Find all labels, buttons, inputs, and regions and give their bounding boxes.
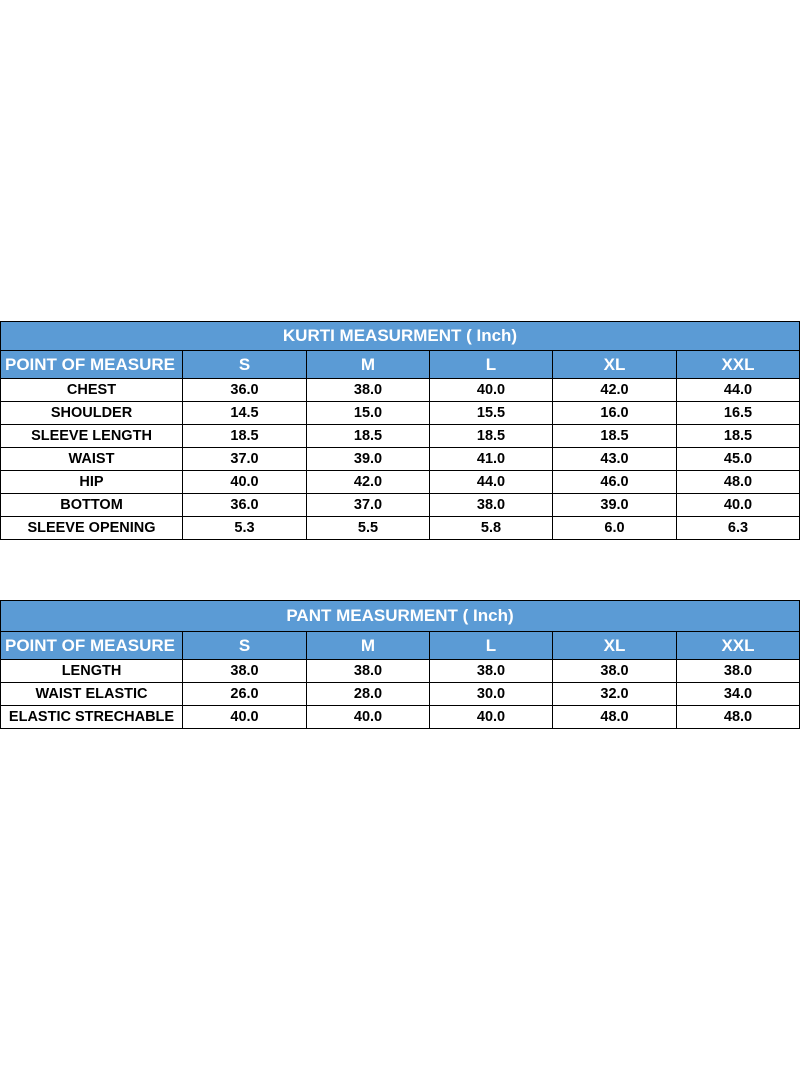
measure-value: 26.0	[183, 683, 307, 706]
measure-value: 38.0	[677, 660, 800, 683]
table-row	[1, 448, 800, 471]
measure-value: 5.5	[307, 517, 430, 540]
measure-value: 37.0	[183, 448, 307, 471]
measure-value: 5.8	[430, 517, 553, 540]
kurti-measurement-table	[0, 321, 800, 540]
measure-value: 36.0	[183, 494, 307, 517]
measure-value: 5.3	[183, 517, 307, 540]
kurti-header-point-of-measure: POINT OF MEASURE	[1, 351, 183, 379]
table-row	[1, 425, 800, 448]
pant-table-body	[1, 601, 800, 729]
measure-value: 36.0	[183, 379, 307, 402]
pant-header-l: L	[430, 632, 553, 660]
pant-title: PANT MEASURMENT ( Inch)	[1, 601, 800, 632]
measure-label: WAIST	[1, 448, 183, 471]
measure-value: 18.5	[553, 425, 677, 448]
measure-value: 38.0	[307, 379, 430, 402]
measure-value: 18.5	[183, 425, 307, 448]
measure-value: 38.0	[307, 660, 430, 683]
measure-value: 37.0	[307, 494, 430, 517]
measure-label: BOTTOM	[1, 494, 183, 517]
measure-value: 15.5	[430, 402, 553, 425]
kurti-header-m: M	[307, 351, 430, 379]
measure-label: ELASTIC STRECHABLE	[1, 706, 183, 729]
measure-value: 16.5	[677, 402, 800, 425]
kurti-header-xxl: XXL	[677, 351, 800, 379]
measure-value: 38.0	[430, 494, 553, 517]
measure-value: 39.0	[307, 448, 430, 471]
measure-value: 42.0	[553, 379, 677, 402]
table-row	[1, 706, 800, 729]
measure-value: 40.0	[677, 494, 800, 517]
measure-value: 45.0	[677, 448, 800, 471]
pant-header-s: S	[183, 632, 307, 660]
measure-value: 41.0	[430, 448, 553, 471]
measure-value: 40.0	[183, 471, 307, 494]
measure-value: 14.5	[183, 402, 307, 425]
measure-value: 30.0	[430, 683, 553, 706]
table-row	[1, 683, 800, 706]
pant-header-m: M	[307, 632, 430, 660]
measure-value: 38.0	[430, 660, 553, 683]
pant-measurement-table	[0, 600, 800, 729]
measure-value: 48.0	[677, 706, 800, 729]
measure-value: 18.5	[677, 425, 800, 448]
measure-value: 48.0	[553, 706, 677, 729]
kurti-header-xl: XL	[553, 351, 677, 379]
measure-value: 48.0	[677, 471, 800, 494]
pant-header-xl: XL	[553, 632, 677, 660]
pant-title-row	[1, 601, 800, 632]
measure-value: 28.0	[307, 683, 430, 706]
measure-value: 44.0	[430, 471, 553, 494]
measure-value: 40.0	[430, 379, 553, 402]
measure-value: 38.0	[183, 660, 307, 683]
measure-label: SLEEVE OPENING	[1, 517, 183, 540]
kurti-header-l: L	[430, 351, 553, 379]
measure-value: 18.5	[307, 425, 430, 448]
kurti-header-s: S	[183, 351, 307, 379]
measure-value: 43.0	[553, 448, 677, 471]
kurti-title-row	[1, 322, 800, 351]
pant-header-xxl: XXL	[677, 632, 800, 660]
kurti-table-body	[1, 322, 800, 540]
table-row	[1, 660, 800, 683]
measure-value: 40.0	[430, 706, 553, 729]
measure-label: SLEEVE LENGTH	[1, 425, 183, 448]
measure-label: WAIST ELASTIC	[1, 683, 183, 706]
measure-value: 46.0	[553, 471, 677, 494]
pant-header-row	[1, 632, 800, 660]
table-row	[1, 379, 800, 402]
measure-value: 39.0	[553, 494, 677, 517]
measure-label: LENGTH	[1, 660, 183, 683]
measure-value: 6.3	[677, 517, 800, 540]
measure-value: 16.0	[553, 402, 677, 425]
measure-label: HIP	[1, 471, 183, 494]
measure-value: 38.0	[553, 660, 677, 683]
measure-value: 34.0	[677, 683, 800, 706]
table-row	[1, 517, 800, 540]
table-row	[1, 494, 800, 517]
measure-label: SHOULDER	[1, 402, 183, 425]
table-row	[1, 402, 800, 425]
measure-value: 6.0	[553, 517, 677, 540]
measure-value: 40.0	[307, 706, 430, 729]
measure-value: 15.0	[307, 402, 430, 425]
table-row	[1, 471, 800, 494]
measure-value: 44.0	[677, 379, 800, 402]
measure-value: 42.0	[307, 471, 430, 494]
kurti-title: KURTI MEASURMENT ( Inch)	[1, 322, 800, 351]
pant-header-point-of-measure: POINT OF MEASURE	[1, 632, 183, 660]
measure-value: 40.0	[183, 706, 307, 729]
measure-value: 32.0	[553, 683, 677, 706]
measure-value: 18.5	[430, 425, 553, 448]
kurti-header-row	[1, 351, 800, 379]
measure-label: CHEST	[1, 379, 183, 402]
